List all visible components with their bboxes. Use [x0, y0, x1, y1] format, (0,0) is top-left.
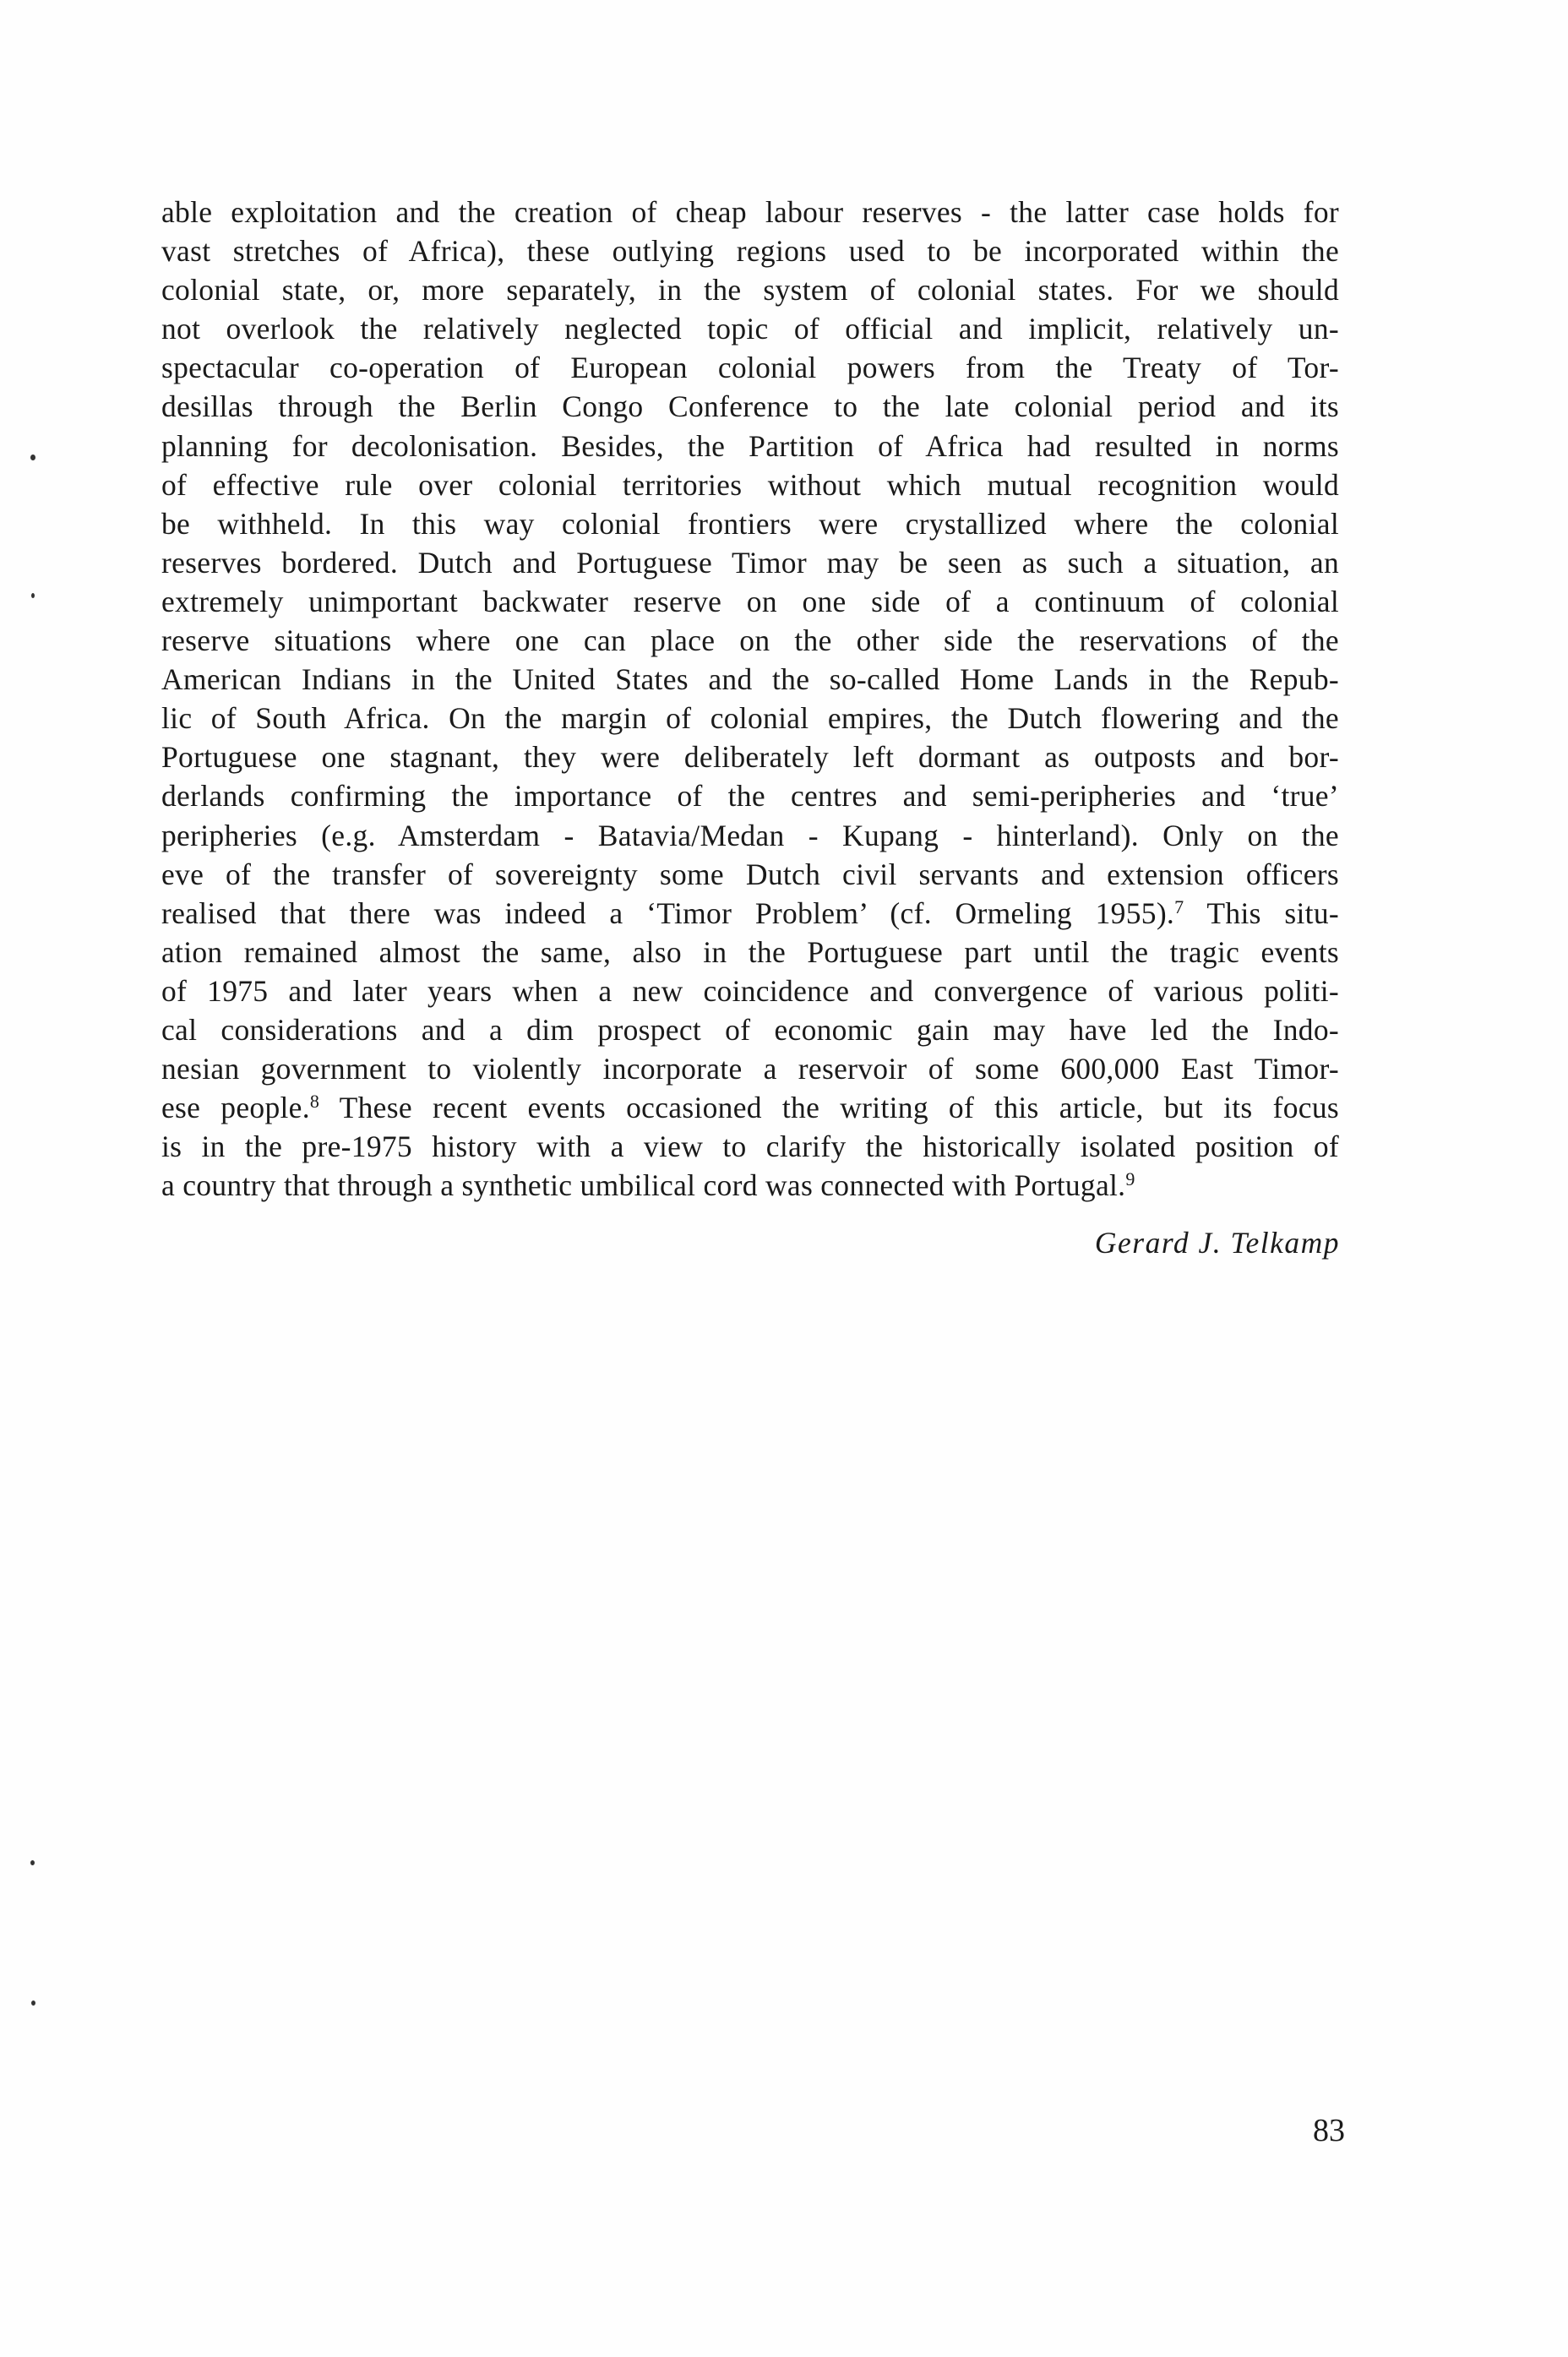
footnote-marker: 7 [1174, 895, 1184, 917]
text-line: ation remained almost the same, also in the Portuguese part until the tragic events [161, 934, 1339, 969]
text-line: derlands confirming the importance of the centres and semi-peripheries and ‘true’ [161, 779, 1339, 814]
text-line: reserve situations where one can place on the other side the reservations of the [161, 623, 1339, 658]
text-line: be withheld. In this way colonial frontiers were crystallized where the colonial [161, 506, 1339, 541]
text-line: lic of South Africa. On the margin of colonial empires, the Dutch flowering and the [161, 701, 1339, 736]
text-line: peripheries (e.g. Amsterdam - Batavia/Medan - Kupang - hinterland). Only on the [161, 818, 1339, 852]
text-line: colonial state, or, more separately, in the system of colonial states. For we should [161, 273, 1339, 308]
text-line: cal considerations and a dim prospect of economic gain may have led the Indo- [161, 1012, 1339, 1047]
text-line-with-footnote [161, 1166, 1339, 1205]
text-line-with-footnote [161, 1088, 1339, 1127]
text-line: planning for decolonisation. Besides, the Partition of Africa had resulted in norms [161, 428, 1339, 463]
text-line: desillas through the Berlin Congo Conference to the late colonial period and its [161, 389, 1339, 424]
text-segment: This situ- [1184, 895, 1339, 930]
text-line: nesian government to violently incorporate a reservoir of some 600,000 East Timor- [161, 1052, 1339, 1086]
scan-speck [31, 593, 35, 598]
scan-speck [30, 1860, 35, 1865]
text-line: is in the pre-1975 history with a view to clarify the historically isolated position of [161, 1130, 1339, 1164]
footnote-marker: 9 [1125, 1168, 1135, 1190]
text-segment: ese people. [161, 1091, 310, 1125]
text-segment: realised that there was indeed a ‘Timor Problem’ (cf. Ormeling 1955). [161, 895, 1175, 930]
text-line: spectacular co-operation of European colonial powers from the Treaty of Tor- [161, 351, 1339, 385]
text-line: extremely unimportant backwater reserve on one side of a continuum of colonial [161, 584, 1339, 618]
text-line-with-footnote [161, 894, 1339, 933]
text-line: reserves bordered. Dutch and Portuguese Timor may be seen as such a situation, an [161, 545, 1339, 580]
text-segment: a country that through a synthetic umbilical cord was connected with Portugal. [161, 1168, 1126, 1203]
scan-speck [30, 455, 35, 460]
text-line: vast stretches of Africa), these outlying regions used to be incorporated within the [161, 234, 1339, 269]
text-line: of effective rule over colonial territories without which mutual recognition would [161, 467, 1339, 502]
scan-speck [31, 2000, 35, 2006]
text-line: not overlook the relatively neglected topic of official and implicit, relatively un- [161, 312, 1339, 346]
text-line: of 1975 and later years when a new coincidence and convergence of various politi- [161, 973, 1339, 1008]
footnote-marker: 8 [309, 1091, 320, 1113]
body-paragraph [161, 193, 1339, 1205]
text-line: able exploitation and the creation of cheap labour reserves - the latter case holds for [161, 195, 1339, 229]
text-line: eve of the transfer of sovereignty some Dutch civil servants and extension officers [161, 857, 1339, 891]
text-line: American Indians in the United States and the so-called Home Lands in the Repub- [161, 662, 1339, 697]
page-number: 83 [1313, 2113, 1345, 2148]
text-line: Portuguese one stagnant, they were deliberately left dormant as outposts and bor- [161, 740, 1339, 775]
text-segment: These recent events occasioned the writing of this article, but its focus [319, 1091, 1339, 1125]
author-signature: Gerard J. Telkamp [1094, 1226, 1340, 1260]
